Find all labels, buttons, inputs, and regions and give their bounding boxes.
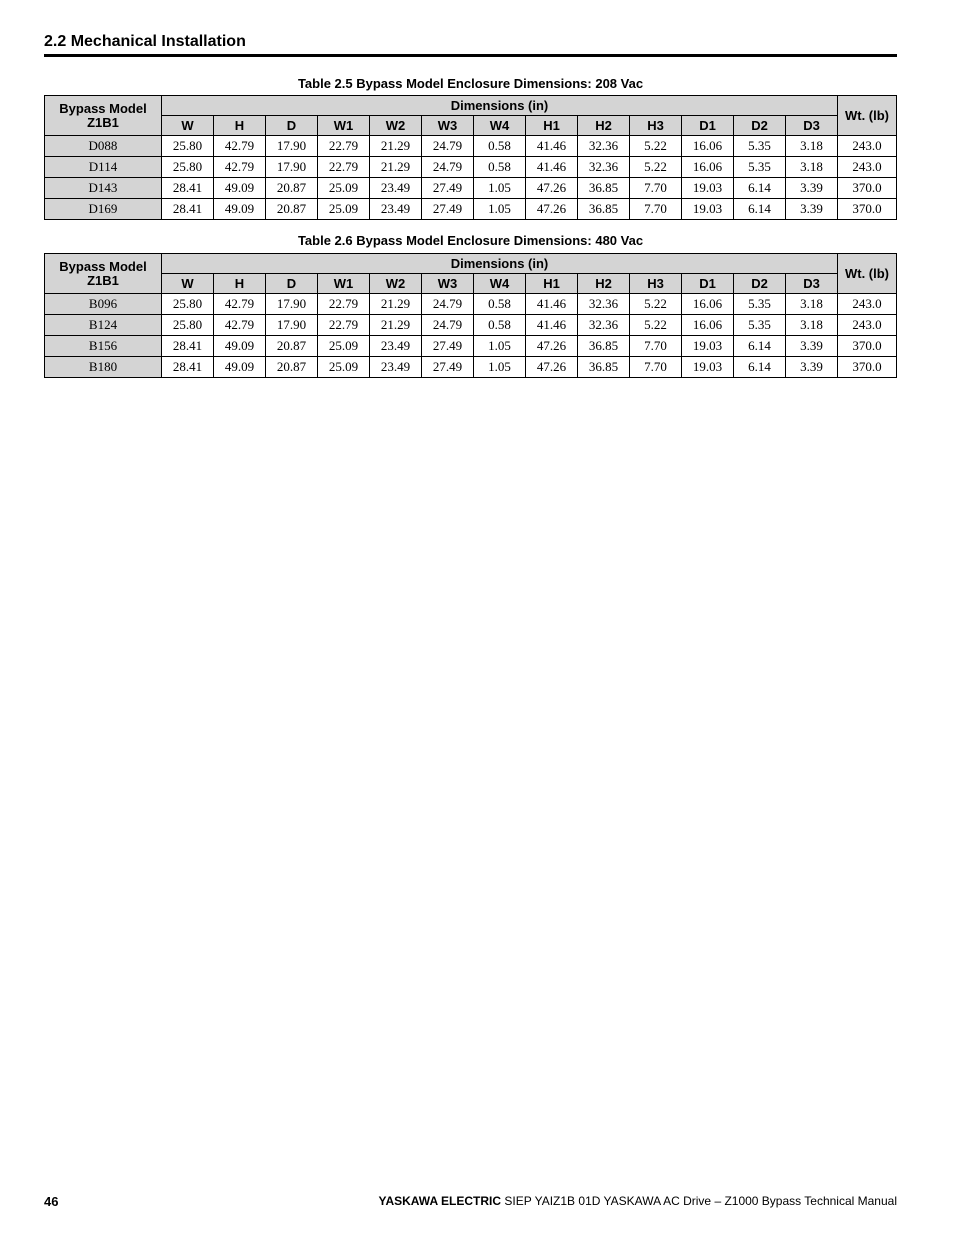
dimension-cell: 25.09 [318, 199, 370, 220]
dimension-cell: 0.58 [474, 294, 526, 315]
dimension-cell: 28.41 [162, 178, 214, 199]
dimension-cell: 6.14 [734, 199, 786, 220]
dimension-cell: 16.06 [682, 294, 734, 315]
dimensions-header: Dimensions (in) [162, 96, 838, 116]
footer-doc-text: SIEP YAIZ1B 01D YASKAWA AC Drive – Z1000 Bypass Technical Manual [501, 1194, 897, 1208]
col-header: H [214, 116, 266, 136]
dimension-cell: 47.26 [526, 178, 578, 199]
col-header: D [266, 274, 318, 294]
dimension-cell: 19.03 [682, 357, 734, 378]
dimension-cell: 22.79 [318, 294, 370, 315]
dimension-cell: 7.70 [630, 199, 682, 220]
col-header: W1 [318, 116, 370, 136]
col-header: W4 [474, 274, 526, 294]
dimension-cell: 42.79 [214, 294, 266, 315]
dimension-cell: 49.09 [214, 199, 266, 220]
dimension-cell: 24.79 [422, 136, 474, 157]
dimension-cell: 41.46 [526, 315, 578, 336]
section-title: 2.2 Mechanical Installation [44, 33, 246, 50]
col-header: H1 [526, 274, 578, 294]
dimension-cell: 1.05 [474, 336, 526, 357]
dimension-cell: 23.49 [370, 178, 422, 199]
dimension-cell: 23.49 [370, 336, 422, 357]
dimension-cell: 28.41 [162, 336, 214, 357]
dimension-cell: 0.58 [474, 136, 526, 157]
dimension-cell: 21.29 [370, 157, 422, 178]
weight-header: Wt. (lb) [838, 96, 897, 136]
dimension-cell: 20.87 [266, 199, 318, 220]
dimension-cell: 49.09 [214, 357, 266, 378]
column-header-row [45, 116, 897, 136]
dimension-cell: 5.22 [630, 294, 682, 315]
table-row [45, 357, 897, 378]
dimension-cell: 23.49 [370, 199, 422, 220]
dimension-cell: 17.90 [266, 294, 318, 315]
dimension-cell: 22.79 [318, 315, 370, 336]
page-number: 46 [44, 1194, 59, 1209]
col-header: H3 [630, 274, 682, 294]
weight-cell: 243.0 [838, 315, 897, 336]
model-header: Bypass Model Z1B1 [45, 96, 162, 136]
col-header: D2 [734, 274, 786, 294]
dimension-cell: 36.85 [578, 357, 630, 378]
dimension-cell: 5.35 [734, 315, 786, 336]
dimension-cell: 49.09 [214, 178, 266, 199]
dimensions-table-480 [44, 253, 897, 378]
col-header: D3 [786, 116, 838, 136]
table-caption-208: Table 2.5 Bypass Model Enclosure Dimensions: 208 Vac [297, 76, 644, 91]
table-row [45, 315, 897, 336]
dimension-cell: 25.80 [162, 136, 214, 157]
dimension-cell: 36.85 [578, 336, 630, 357]
dimension-cell: 3.18 [786, 136, 838, 157]
dimension-cell: 36.85 [578, 178, 630, 199]
dimension-cell: 21.29 [370, 136, 422, 157]
dimensions-table-208 [44, 95, 897, 220]
dimension-cell: 20.87 [266, 178, 318, 199]
dimension-cell: 21.29 [370, 294, 422, 315]
weight-cell: 370.0 [838, 199, 897, 220]
col-header: H1 [526, 116, 578, 136]
dimension-cell: 3.39 [786, 357, 838, 378]
column-header-row [45, 274, 897, 294]
dimension-cell: 5.35 [734, 294, 786, 315]
dimension-cell: 3.18 [786, 315, 838, 336]
table-row [45, 178, 897, 199]
dimension-cell: 7.70 [630, 178, 682, 199]
dimension-cell: 47.26 [526, 199, 578, 220]
dimension-cell: 27.49 [422, 336, 474, 357]
dimension-cell: 28.41 [162, 357, 214, 378]
col-header: H [214, 274, 266, 294]
col-header: W1 [318, 274, 370, 294]
model-cell: B096 [45, 294, 162, 315]
dimension-cell: 24.79 [422, 157, 474, 178]
dimension-cell: 1.05 [474, 357, 526, 378]
dimension-cell: 32.36 [578, 136, 630, 157]
dimension-cell: 19.03 [682, 336, 734, 357]
dimension-cell: 6.14 [734, 336, 786, 357]
dimension-cell: 5.35 [734, 157, 786, 178]
section-rule [44, 54, 897, 57]
dimension-cell: 19.03 [682, 178, 734, 199]
dimension-cell: 1.05 [474, 178, 526, 199]
dimension-cell: 25.09 [318, 178, 370, 199]
dimension-cell: 47.26 [526, 336, 578, 357]
dimension-cell: 5.22 [630, 157, 682, 178]
table-row [45, 294, 897, 315]
dimension-cell: 22.79 [318, 157, 370, 178]
dimension-cell: 16.06 [682, 157, 734, 178]
model-cell: D143 [45, 178, 162, 199]
dimension-cell: 5.35 [734, 136, 786, 157]
table-row [45, 157, 897, 178]
weight-cell: 370.0 [838, 178, 897, 199]
dimension-cell: 5.22 [630, 136, 682, 157]
dimension-cell: 25.80 [162, 315, 214, 336]
dimension-cell: 22.79 [318, 136, 370, 157]
dimension-cell: 19.03 [682, 199, 734, 220]
dimension-cell: 21.29 [370, 315, 422, 336]
model-cell: B124 [45, 315, 162, 336]
dimension-cell: 27.49 [422, 357, 474, 378]
dimension-cell: 3.18 [786, 294, 838, 315]
dimension-cell: 17.90 [266, 136, 318, 157]
col-header: W3 [422, 116, 474, 136]
col-header: D1 [682, 274, 734, 294]
dimension-cell: 17.90 [266, 315, 318, 336]
dimension-cell: 36.85 [578, 199, 630, 220]
col-header: H3 [630, 116, 682, 136]
dimension-cell: 5.22 [630, 315, 682, 336]
dimension-cell: 28.41 [162, 199, 214, 220]
weight-header: Wt. (lb) [838, 254, 897, 294]
table-row [45, 336, 897, 357]
col-header: H2 [578, 116, 630, 136]
dimension-cell: 41.46 [526, 294, 578, 315]
col-header: W4 [474, 116, 526, 136]
dimension-cell: 41.46 [526, 157, 578, 178]
dimension-cell: 16.06 [682, 136, 734, 157]
col-header: W [162, 274, 214, 294]
dimension-cell: 42.79 [214, 315, 266, 336]
table-caption-480: Table 2.6 Bypass Model Enclosure Dimensions: 480 Vac [297, 233, 644, 248]
table-row [45, 199, 897, 220]
dimension-cell: 41.46 [526, 136, 578, 157]
dimension-cell: 25.80 [162, 294, 214, 315]
dimension-cell: 20.87 [266, 357, 318, 378]
dimension-cell: 3.39 [786, 336, 838, 357]
dimension-cell: 32.36 [578, 315, 630, 336]
weight-cell: 243.0 [838, 157, 897, 178]
dimension-cell: 7.70 [630, 336, 682, 357]
dimension-cell: 25.09 [318, 357, 370, 378]
dimension-cell: 0.58 [474, 157, 526, 178]
dimensions-header: Dimensions (in) [162, 254, 838, 274]
col-header: H2 [578, 274, 630, 294]
dimension-cell: 3.18 [786, 157, 838, 178]
model-cell: B180 [45, 357, 162, 378]
dimension-cell: 6.14 [734, 178, 786, 199]
dimension-cell: 42.79 [214, 136, 266, 157]
dimension-cell: 1.05 [474, 199, 526, 220]
dimension-cell: 49.09 [214, 336, 266, 357]
dimension-cell: 0.58 [474, 315, 526, 336]
dimension-cell: 47.26 [526, 357, 578, 378]
dimension-cell: 42.79 [214, 157, 266, 178]
dimension-cell: 20.87 [266, 336, 318, 357]
footer-brand: YASKAWA ELECTRIC [378, 1194, 502, 1208]
dimension-cell: 25.80 [162, 157, 214, 178]
dimension-cell: 17.90 [266, 157, 318, 178]
dimension-cell: 16.06 [682, 315, 734, 336]
dimension-cell: 23.49 [370, 357, 422, 378]
col-header: W2 [370, 116, 422, 136]
col-header: D [266, 116, 318, 136]
weight-cell: 243.0 [838, 136, 897, 157]
dimension-cell: 3.39 [786, 178, 838, 199]
dimension-cell: 27.49 [422, 199, 474, 220]
dimension-cell: 32.36 [578, 294, 630, 315]
model-cell: D169 [45, 199, 162, 220]
dimension-cell: 3.39 [786, 199, 838, 220]
col-header: W2 [370, 274, 422, 294]
dimension-cell: 6.14 [734, 357, 786, 378]
dimension-cell: 32.36 [578, 157, 630, 178]
col-header: D1 [682, 116, 734, 136]
dimension-cell: 24.79 [422, 315, 474, 336]
footer-manual-title [379, 1194, 897, 1208]
weight-cell: 243.0 [838, 294, 897, 315]
model-cell: D088 [45, 136, 162, 157]
dimension-cell: 25.09 [318, 336, 370, 357]
model-header: Bypass Model Z1B1 [45, 254, 162, 294]
dimension-cell: 24.79 [422, 294, 474, 315]
weight-cell: 370.0 [838, 357, 897, 378]
dimension-cell: 27.49 [422, 178, 474, 199]
table-row [45, 136, 897, 157]
weight-cell: 370.0 [838, 336, 897, 357]
dimension-cell: 7.70 [630, 357, 682, 378]
col-header: D2 [734, 116, 786, 136]
col-header: D3 [786, 274, 838, 294]
model-cell: B156 [45, 336, 162, 357]
model-cell: D114 [45, 157, 162, 178]
col-header: W3 [422, 274, 474, 294]
col-header: W [162, 116, 214, 136]
